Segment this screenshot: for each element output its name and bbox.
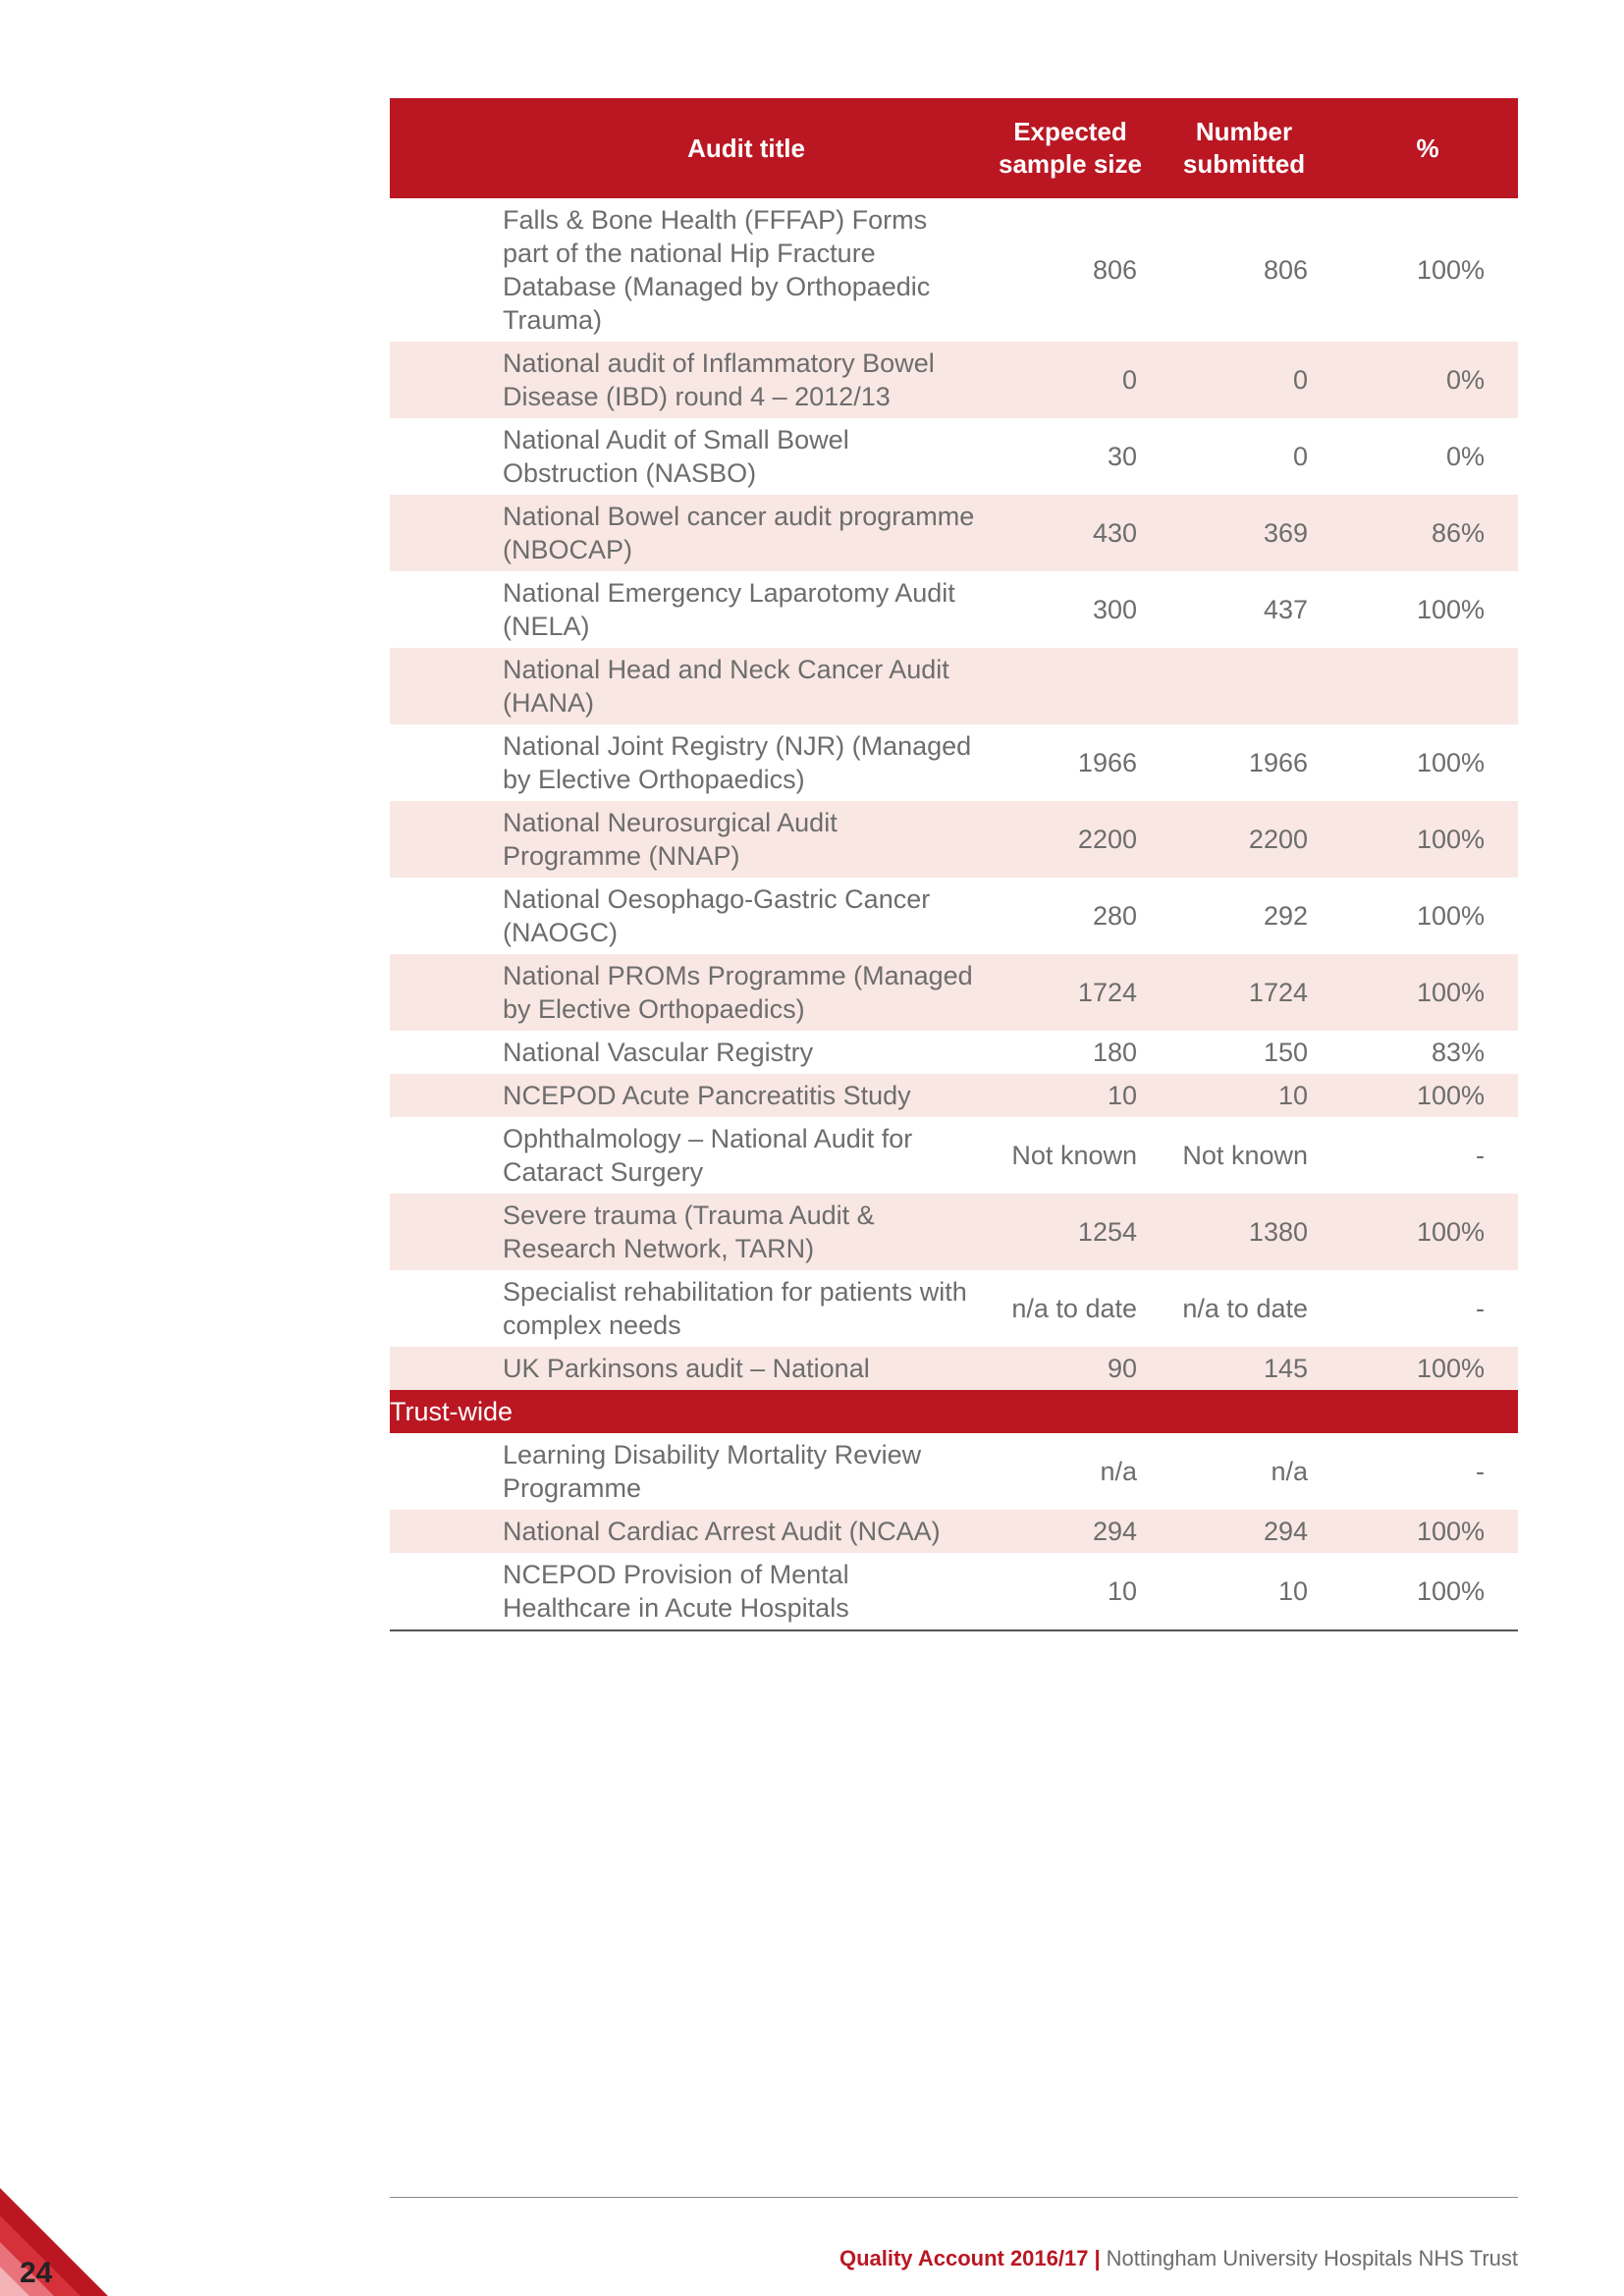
number-submitted-cell: 10 <box>1277 1576 1308 1606</box>
percent-cell: 100% <box>1416 255 1485 285</box>
table-row <box>390 1433 1518 1510</box>
expected-sample-size-cell: 0 <box>990 342 1151 418</box>
audit-title-cell: National Head and Neck Cancer Audit (HANA) <box>390 648 990 724</box>
percent-cell: - <box>1476 1294 1485 1323</box>
section-label-trust-wide: Trust-wide <box>390 1390 1518 1433</box>
expected-sample-size-cell: 2200 <box>990 801 1151 878</box>
number-submitted-cell: 292 <box>1263 901 1308 931</box>
table-row <box>390 198 1518 342</box>
percent-cell: 100% <box>1416 748 1485 777</box>
number-submitted-cell: 0 <box>1292 442 1308 471</box>
audit-title-cell: Severe trauma (Trauma Audit & Research Network, TARN) <box>390 1194 990 1270</box>
table-row <box>390 418 1518 495</box>
audit-title-cell: UK Parkinsons audit – National <box>390 1347 990 1390</box>
expected-sample-size-cell: 300 <box>1092 595 1137 624</box>
number-submitted-cell: n/a to date <box>1182 1294 1308 1323</box>
table-row <box>390 648 1518 724</box>
page-number: 24 <box>20 2257 53 2289</box>
audit-title-cell: NCEPOD Provision of Mental Healthcare in Acute Hospitals <box>503 1560 849 1623</box>
table-row <box>390 571 1518 648</box>
table-body <box>390 198 1518 1630</box>
header-percent: % <box>1337 98 1518 198</box>
table-row <box>390 878 1518 954</box>
table-row <box>390 1510 1518 1553</box>
number-submitted-cell: 145 <box>1151 1347 1337 1390</box>
audit-title-cell: National audit of Inflammatory Bowel Disease (IBD) round 4 – 2012/13 <box>390 342 990 418</box>
percent-cell: 100% <box>1416 901 1485 931</box>
expected-sample-size-cell: 1254 <box>990 1194 1151 1270</box>
table-row <box>390 495 1518 571</box>
expected-sample-size-cell: 30 <box>1107 442 1137 471</box>
audit-title-cell: National Oesophago-Gastric Cancer (NAOGC) <box>503 884 931 947</box>
expected-sample-size-cell: 1966 <box>1077 748 1137 777</box>
table-row <box>390 1194 1518 1270</box>
expected-sample-size-cell: 806 <box>1092 255 1137 285</box>
table-row <box>390 724 1518 801</box>
expected-sample-size-cell: 1724 <box>990 954 1151 1031</box>
percent-cell: 0% <box>1445 442 1485 471</box>
expected-sample-size-cell: 10 <box>1107 1576 1137 1606</box>
footer-separator: | <box>1094 2246 1101 2270</box>
audit-title-cell: National Audit of Small Bowel Obstruction (NASBO) <box>503 425 849 488</box>
expected-sample-size-cell: 90 <box>990 1347 1151 1390</box>
header-number-submitted: Number submitted <box>1151 98 1337 198</box>
percent-cell: 100% <box>1337 1347 1518 1390</box>
percent-cell: 100% <box>1337 1510 1518 1553</box>
percent-cell: 100% <box>1337 1074 1518 1117</box>
number-submitted-cell: n/a <box>1271 1457 1308 1486</box>
expected-sample-size-cell: n/a <box>1100 1457 1137 1486</box>
number-submitted-cell: 1966 <box>1248 748 1308 777</box>
section-row <box>390 1390 1518 1433</box>
table-row <box>390 1553 1518 1630</box>
audit-title-cell: National Cardiac Arrest Audit (NCAA) <box>390 1510 990 1553</box>
percent-cell: 86% <box>1337 495 1518 571</box>
footer-divider <box>390 2197 1518 2198</box>
corner-triangle-decoration <box>0 2188 108 2296</box>
audit-title-cell: National PROMs Programme (Managed by Elective Orthopaedics) <box>390 954 990 1031</box>
expected-sample-size-cell: 180 <box>1092 1038 1137 1067</box>
audit-title-cell: NCEPOD Acute Pancreatitis Study <box>390 1074 990 1117</box>
table-row <box>390 1270 1518 1347</box>
audit-title-cell: National Bowel cancer audit programme (NBOCAP) <box>390 495 990 571</box>
number-submitted-cell: 294 <box>1151 1510 1337 1553</box>
number-submitted-cell: 0 <box>1151 342 1337 418</box>
number-submitted-cell: 806 <box>1263 255 1308 285</box>
percent-cell: 0% <box>1337 342 1518 418</box>
expected-sample-size-cell: 10 <box>990 1074 1151 1117</box>
percent-cell: 100% <box>1416 1576 1485 1606</box>
footer-document-title: Quality Account 2016/17 <box>839 2246 1089 2270</box>
expected-sample-size-cell: 294 <box>990 1510 1151 1553</box>
expected-sample-size-cell <box>990 648 1151 724</box>
table-row <box>390 1347 1518 1390</box>
number-submitted-cell: 150 <box>1263 1038 1308 1067</box>
audit-title-cell: Specialist rehabilitation for patients with complex needs <box>503 1277 967 1340</box>
footer-organisation: Nottingham University Hospitals NHS Trust <box>1106 2246 1518 2270</box>
percent-cell: 100% <box>1337 801 1518 878</box>
audit-table <box>390 98 1518 1631</box>
percent-cell: 100% <box>1416 595 1485 624</box>
audit-title-cell: National Emergency Laparotomy Audit (NELA) <box>503 578 955 641</box>
header-audit-title: Audit title <box>390 98 990 198</box>
percent-cell: 100% <box>1337 954 1518 1031</box>
audit-title-cell: Ophthalmology – National Audit for Cataract Surgery <box>503 1124 913 1187</box>
expected-sample-size-cell: 430 <box>990 495 1151 571</box>
expected-sample-size-cell: Not known <box>1011 1141 1137 1170</box>
number-submitted-cell: 10 <box>1151 1074 1337 1117</box>
number-submitted-cell: 2200 <box>1151 801 1337 878</box>
number-submitted-cell: Not known <box>1182 1141 1308 1170</box>
table-row <box>390 1074 1518 1117</box>
percent-cell <box>1337 648 1518 724</box>
number-submitted-cell: 1724 <box>1151 954 1337 1031</box>
expected-sample-size-cell: n/a to date <box>1011 1294 1137 1323</box>
percent-cell: - <box>1476 1141 1485 1170</box>
number-submitted-cell: 1380 <box>1151 1194 1337 1270</box>
footer <box>839 2246 1518 2271</box>
table-header-row <box>390 98 1518 198</box>
header-expected-sample-size: Expected sample size <box>990 98 1151 198</box>
table-row <box>390 342 1518 418</box>
audit-title-cell: National Vascular Registry <box>503 1038 814 1067</box>
number-submitted-cell: 437 <box>1263 595 1308 624</box>
number-submitted-cell: 369 <box>1151 495 1337 571</box>
table-row <box>390 801 1518 878</box>
number-submitted-cell <box>1151 648 1337 724</box>
percent-cell: 100% <box>1337 1194 1518 1270</box>
table-row <box>390 1117 1518 1194</box>
percent-cell: - <box>1476 1457 1485 1486</box>
table-row <box>390 954 1518 1031</box>
expected-sample-size-cell: 280 <box>1092 901 1137 931</box>
audit-title-cell: National Neurosurgical Audit Programme (NNAP) <box>390 801 990 878</box>
audit-title-cell: Falls & Bone Health (FFFAP) Forms part of the national Hip Fracture Database (Managed by Orthopaedic Trauma) <box>503 205 931 335</box>
percent-cell: 83% <box>1431 1038 1485 1067</box>
table-row <box>390 1031 1518 1074</box>
audit-title-cell: National Joint Registry (NJR) (Managed by Elective Orthopaedics) <box>503 731 972 794</box>
audit-title-cell: Learning Disability Mortality Review Programme <box>503 1440 922 1503</box>
